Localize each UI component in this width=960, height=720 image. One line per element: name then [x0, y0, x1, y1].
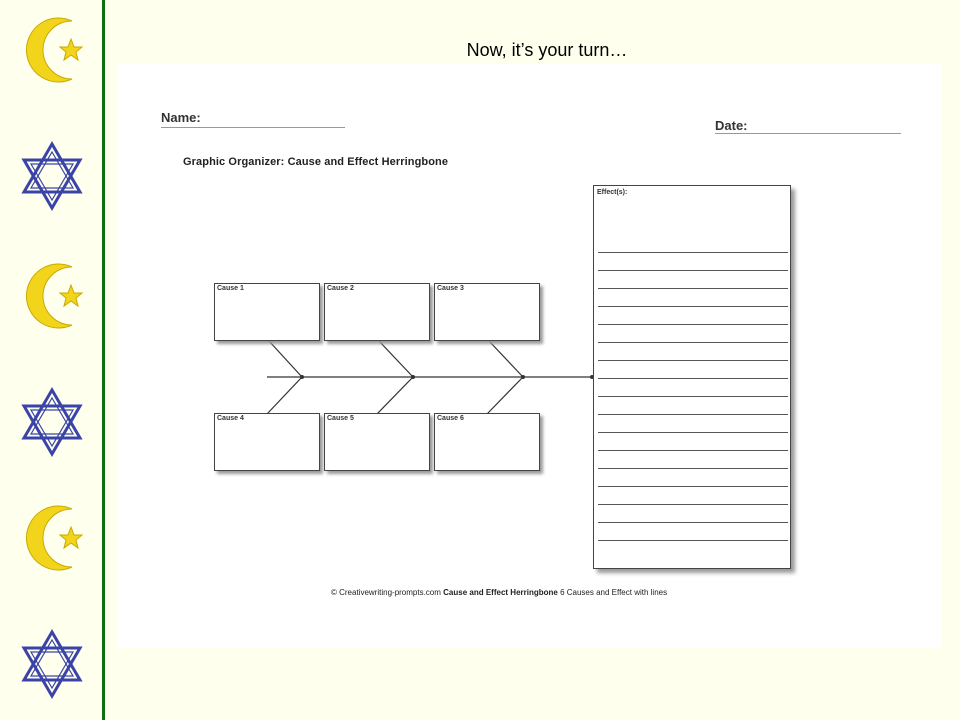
cause-box-5[interactable] — [324, 413, 430, 471]
effect-line — [598, 306, 788, 307]
worksheet-image — [117, 64, 941, 648]
effect-line — [598, 252, 788, 253]
star-of-david-icon — [14, 626, 90, 702]
effect-line — [598, 540, 788, 541]
effect-line — [598, 486, 788, 487]
effect-line — [598, 324, 788, 325]
cause-label: Cause 1 — [217, 285, 244, 292]
effect-line — [598, 414, 788, 415]
effect-line — [598, 288, 788, 289]
worksheet-footer — [331, 588, 667, 597]
herringbone-diagram — [117, 64, 941, 648]
symbol-rail — [0, 0, 102, 720]
effect-line — [598, 360, 788, 361]
effect-line — [598, 522, 788, 523]
organizer-title: Graphic Organizer: Cause and Effect Herringbone — [183, 156, 449, 168]
cause-box-3[interactable] — [434, 283, 540, 341]
name-label: Name: — [161, 110, 201, 125]
star-of-david-icon — [14, 138, 90, 214]
rail-divider — [102, 0, 105, 720]
cause-box-2[interactable] — [324, 283, 430, 341]
effect-line — [598, 378, 788, 379]
star-of-david-icon — [14, 384, 90, 460]
effect-line — [598, 270, 788, 271]
footer-copyright: © Creativewriting-prompts.com — [331, 588, 441, 597]
cause-box-4[interactable] — [214, 413, 320, 471]
cause-box-6[interactable] — [434, 413, 540, 471]
cause-label: Cause 4 — [217, 415, 244, 422]
slide-title: Now, it’s your turn… — [466, 40, 628, 60]
effect-line — [598, 432, 788, 433]
effect-box[interactable] — [593, 185, 791, 569]
effect-line — [598, 504, 788, 505]
cause-label: Cause 5 — [327, 415, 354, 422]
cause-label: Cause 2 — [327, 285, 354, 292]
cause-label: Cause 6 — [437, 415, 464, 422]
effect-line — [598, 450, 788, 451]
cause-label: Cause 3 — [437, 285, 464, 292]
effect-line — [598, 396, 788, 397]
effect-line — [598, 468, 788, 469]
effect-line — [598, 342, 788, 343]
effect-label: Effect(s): — [597, 189, 628, 196]
cause-box-1[interactable] — [214, 283, 320, 341]
footer-bold: Cause and Effect Herringbone — [443, 588, 558, 597]
crescent-star-icon — [14, 258, 90, 334]
date-label: Date: — [715, 118, 748, 133]
footer-rest: 6 Causes and Effect with lines — [560, 588, 668, 597]
crescent-star-icon — [14, 500, 90, 576]
